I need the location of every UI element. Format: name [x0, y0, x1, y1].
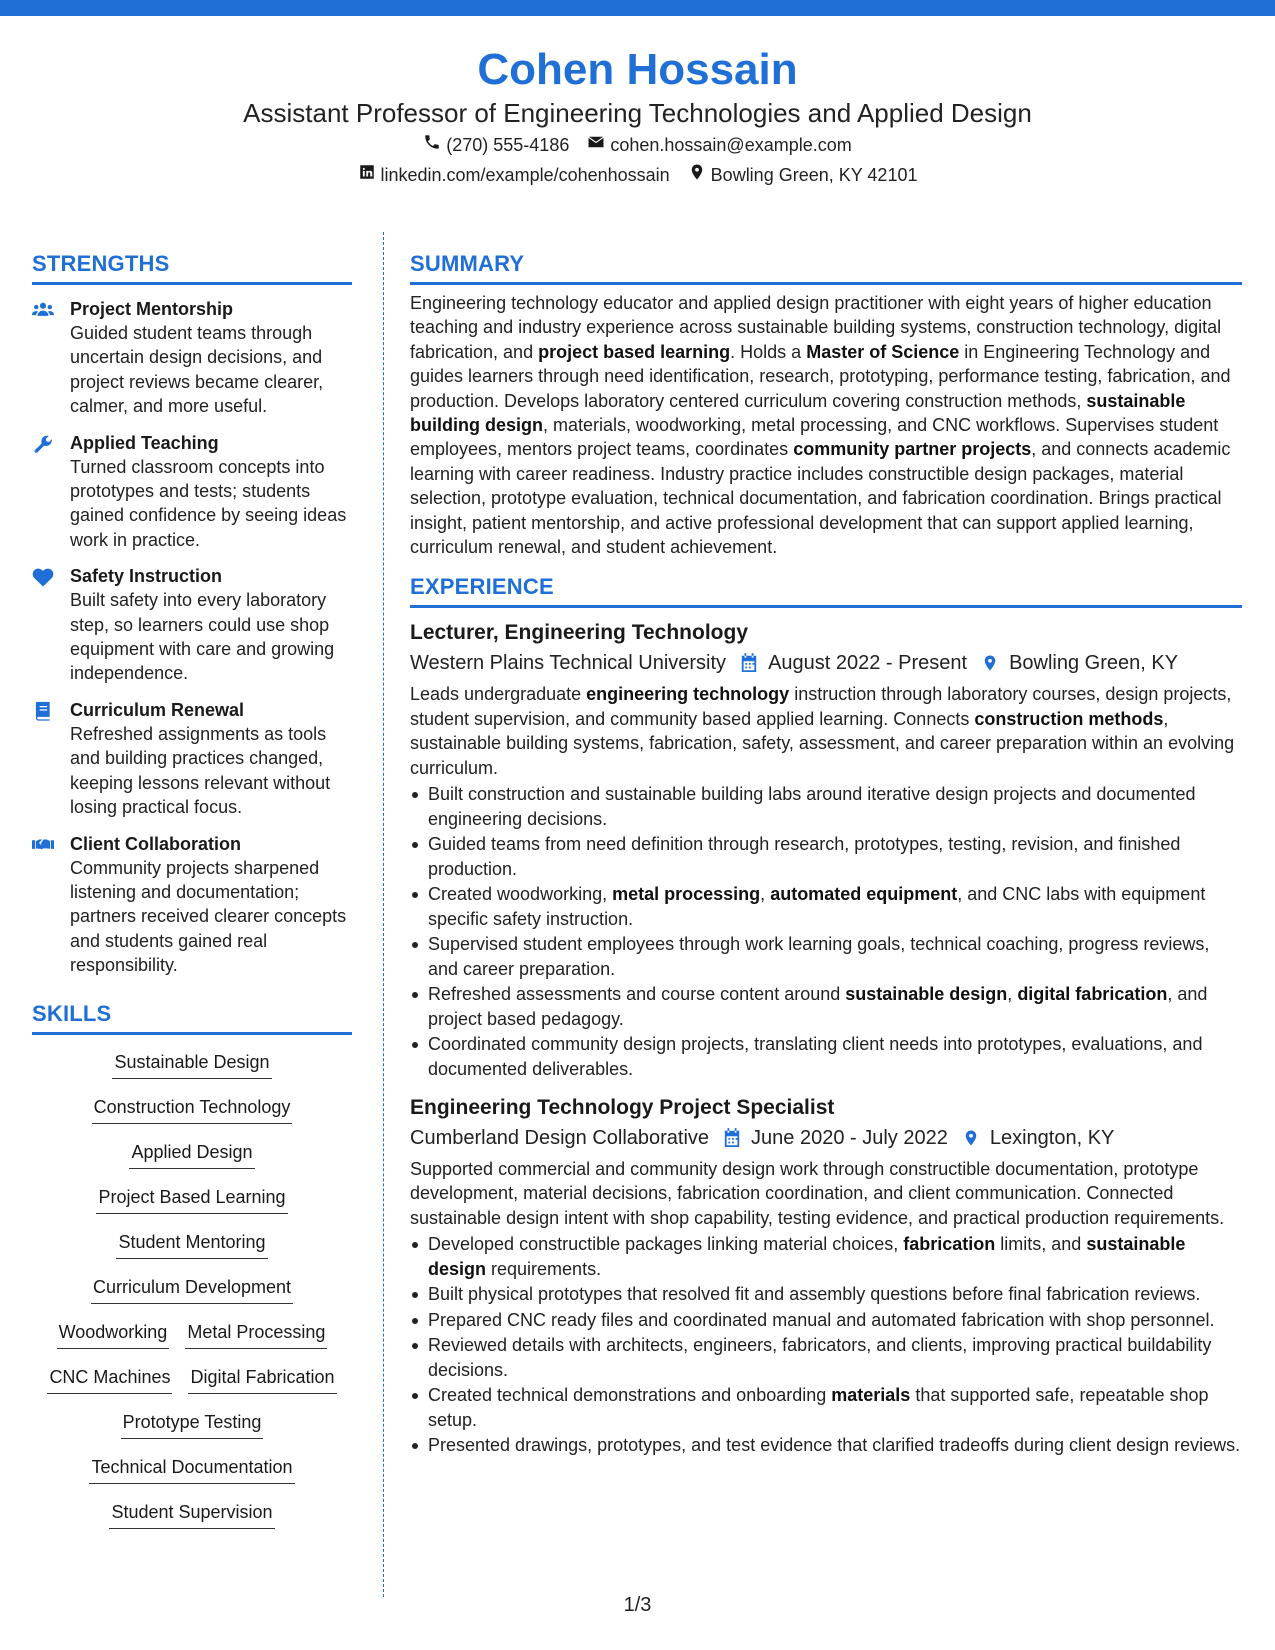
skill-row: [32, 1499, 352, 1544]
job-title: Engineering Technology Project Specialist: [410, 1095, 835, 1119]
bullet-item: [410, 1032, 1242, 1081]
bold-text: construction methods: [974, 708, 1164, 729]
resume-header: [0, 42, 1275, 190]
strength-desc: Community projects sharpened listening and documentation; partners received clearer concepts and students gained real responsibility.: [70, 857, 347, 976]
skills-heading: SKILLS: [32, 1000, 352, 1035]
contact-row-2: [0, 160, 1275, 190]
job-bullets: [410, 782, 1242, 1081]
text-run: Prepared CNC ready files and coordinated manual and automated fabrication with shop personnel.: [428, 1309, 1215, 1330]
skill-tag: Metal Processing: [185, 1319, 327, 1349]
text-run: Reviewed details with architects, engineers, fabricators, and clients, improving practical buildability decisions.: [428, 1335, 1212, 1380]
linkedin-text[interactable]: linkedin.com/example/cohenhossain: [380, 165, 670, 185]
strength-desc: Refreshed assignments as tools and building practices changed, keeping lessons relevant without losing practical focus.: [70, 723, 331, 818]
text-run: Built physical prototypes that resolved fit and assembly questions before final fabrication reviews.: [428, 1284, 1201, 1305]
email-text[interactable]: cohen.hossain@example.com: [610, 135, 852, 155]
strength-item: [32, 698, 352, 820]
text-run: Built construction and sustainable building labs around iterative design projects and documented engineering decisions.: [428, 784, 1196, 829]
text-run: ,: [760, 884, 771, 905]
strength-item: [32, 564, 352, 686]
company-name: Western Plains Technical University: [410, 652, 727, 675]
company-name: Cumberland Design Collaborative: [410, 1126, 710, 1149]
summary-heading: SUMMARY: [410, 250, 1242, 285]
bullet-item: [410, 832, 1242, 881]
skill-tag: Prototype Testing: [121, 1409, 264, 1439]
experience-heading: EXPERIENCE: [410, 573, 1242, 608]
job-title: Lecturer, Engineering Technology: [410, 621, 748, 645]
contact-row-1: [0, 130, 1275, 160]
text-run: in Engineering Technology and guides learners through need identification, research, prototyping, performance testing, fabrication, and production. Develops laboratory centered curriculum covering construction methods,: [410, 341, 1231, 411]
skill-row: [32, 1049, 352, 1094]
bullet-item: [410, 1383, 1242, 1432]
skill-tag: Construction Technology: [92, 1094, 293, 1124]
text-run: ,: [1007, 984, 1018, 1005]
experience-section: [410, 573, 1242, 1457]
skill-tag: CNC Machines: [47, 1364, 172, 1394]
skill-row: [32, 1364, 352, 1409]
bullet-item: [410, 1433, 1242, 1457]
column-divider: [383, 232, 384, 1597]
text-run: Created technical demonstrations and onboarding: [428, 1385, 832, 1406]
strength-desc: Built safety into every laboratory step, so learners could use shop equipment with care and growing independence.: [70, 590, 335, 684]
bullet-item: [410, 932, 1242, 981]
calendar-icon: [726, 653, 768, 673]
right-column: [410, 250, 1242, 1459]
text-run: Guided teams from need definition through research, prototypes, testing, revision, and finished production.: [428, 834, 1181, 879]
phone-text: (270) 555-4186: [446, 135, 570, 155]
text-run: Created woodworking,: [428, 884, 613, 905]
envelope-icon: [587, 130, 605, 160]
heart-icon: [32, 564, 70, 686]
bullet-item: [410, 882, 1242, 931]
skill-tag: Woodworking: [57, 1319, 170, 1349]
text-run: Refreshed assessments and course content around: [428, 984, 846, 1005]
email-item[interactable]: [587, 130, 851, 160]
text-run: , sustainable building systems, fabrication, safety, assessment, and career preparation within an evolving curriculum.: [410, 708, 1235, 778]
skills-list: [32, 1049, 352, 1544]
top-accent-bar: [0, 0, 1275, 16]
job-entry: [410, 618, 1242, 1080]
text-run: Supervised student employees through work learning goals, technical coaching, progress reviews, and career preparation.: [428, 934, 1210, 979]
strengths-heading: STRENGTHS: [32, 250, 352, 285]
bold-text: fabrication: [903, 1234, 996, 1255]
strength-item: [32, 431, 352, 553]
map-pin-icon: [688, 160, 706, 190]
strength-name: Applied Teaching: [70, 432, 219, 453]
bullet-item: [410, 982, 1242, 1031]
skill-row: [32, 1184, 352, 1229]
skill-tag: Applied Design: [129, 1139, 254, 1169]
text-run: Engineering technology educator and applied design practitioner with eight years of higher education teaching and industry experience across sustainable building systems, construction technology, digital fabrication, and: [410, 293, 1222, 362]
bold-text: digital fabrication: [1017, 984, 1168, 1005]
strength-desc: Guided student teams through uncertain design decisions, and project reviews became clearer, calmer, and more useful.: [70, 323, 324, 417]
strength-name: Project Mentorship: [70, 299, 234, 319]
bold-text: automated equipment: [770, 884, 958, 905]
text-run: limits, and: [995, 1234, 1087, 1255]
candidate-name: Cohen Hossain: [477, 45, 798, 94]
summary-text: [410, 291, 1242, 559]
page-number: 1/3: [623, 1594, 652, 1616]
strength-name: Client Collaboration: [70, 833, 241, 854]
job-location: Lexington, KY: [989, 1126, 1115, 1149]
handshake-icon: [32, 832, 70, 978]
job-entry: [410, 1093, 1242, 1458]
skill-tag: Student Supervision: [109, 1499, 274, 1529]
calendar-icon: [709, 1128, 751, 1148]
map-pin-icon: [948, 1128, 990, 1148]
location-item: [688, 160, 918, 190]
bold-text: engineering technology: [586, 684, 790, 705]
bold-text: project based learning: [538, 341, 731, 362]
bold-text: metal processing: [612, 884, 761, 905]
job-meta: [410, 648, 1242, 678]
job-description: [410, 682, 1242, 780]
skill-tag: Sustainable Design: [112, 1049, 271, 1079]
strength-name: Safety Instruction: [70, 566, 223, 587]
phone-item: [423, 130, 569, 160]
strength-name: Curriculum Renewal: [70, 699, 245, 720]
job-description: [410, 1157, 1242, 1230]
bold-text: sustainable design: [845, 984, 1008, 1005]
strength-desc: Turned classroom concepts into prototypes and tests; students gained confidence by seeing ideas work in practice.: [70, 456, 347, 550]
skill-tag: Curriculum Development: [91, 1274, 293, 1304]
bullet-item: [410, 1308, 1242, 1332]
linkedin-item[interactable]: [358, 160, 670, 190]
bold-text: Master of Science: [806, 341, 960, 362]
job-location: Bowling Green, KY: [1009, 652, 1179, 675]
skill-row: [32, 1274, 352, 1319]
skill-tag: Digital Fabrication: [188, 1364, 336, 1394]
skill-tag: Project Based Learning: [96, 1184, 287, 1214]
skill-row: [32, 1229, 352, 1274]
skill-tag: Student Mentoring: [116, 1229, 267, 1259]
job-dates: August 2022 - Present: [768, 652, 968, 675]
text-run: , and connects academic learning with career readiness. Industry practice includes constructible design packages, material selection, prototype evaluation, technical documentation, and fabrication coordination. Brings practical insight, patient mentorship, and active professional development that can support applied learning, curriculum renewal, and student achievement.: [410, 439, 1231, 558]
bold-text: materials: [831, 1385, 911, 1406]
text-run: , and CNC labs with equipment specific safety instruction.: [428, 884, 1206, 929]
wrench-icon: [32, 431, 70, 553]
text-run: Presented drawings, prototypes, and test evidence that clarified tradeoffs during client design reviews.: [428, 1435, 1241, 1456]
text-run: Coordinated community design projects, translating client needs into prototypes, evaluations, and documented deliverables.: [428, 1034, 1203, 1079]
skill-row: [32, 1139, 352, 1184]
bullet-item: [410, 1282, 1242, 1306]
map-pin-icon: [967, 653, 1009, 673]
skill-tag: Technical Documentation: [89, 1454, 294, 1484]
job-meta: [410, 1123, 1242, 1153]
job-dates: June 2020 - July 2022: [751, 1126, 948, 1149]
text-run: that supported safe, repeatable shop setup.: [428, 1385, 1209, 1430]
location-text: Bowling Green, KY 42101: [710, 165, 918, 185]
strength-item: [32, 297, 352, 419]
text-run: requirements.: [486, 1258, 602, 1279]
book-icon: [32, 698, 70, 820]
candidate-title: Assistant Professor of Engineering Technologies and Applied Design: [243, 98, 1032, 128]
bold-text: community partner projects: [793, 439, 1032, 460]
linkedin-icon: [358, 160, 376, 190]
users-icon: [32, 297, 70, 419]
bullet-item: [410, 1232, 1242, 1281]
bold-text: sustainable building design: [410, 390, 1186, 436]
phone-icon: [423, 130, 441, 160]
skill-row: [32, 1319, 352, 1364]
text-run: instruction through laboratory courses, design projects, student supervision, and community based applied learning. Connects: [410, 684, 1232, 729]
strength-item: [32, 832, 352, 978]
left-column: [32, 250, 352, 1544]
text-run: Supported commercial and community design work through constructible documentation, prototype development, material decisions, fabrication coordination, and client communication. Connected sustainable design intent with shop capability, testing evidence, and practical production requirements.: [410, 1158, 1225, 1228]
skill-row: [32, 1454, 352, 1499]
text-run: , materials, woodworking, metal processing, and CNC workflows. Supervises student employees, mentors project teams, coordinates: [410, 415, 1219, 460]
bullet-item: [410, 782, 1242, 831]
skill-row: [32, 1094, 352, 1139]
text-run: Leads undergraduate: [410, 684, 587, 705]
job-bullets: [410, 1232, 1242, 1458]
bullet-item: [410, 1333, 1242, 1382]
skill-row: [32, 1409, 352, 1454]
text-run: Developed constructible packages linking material choices,: [428, 1234, 904, 1255]
text-run: , and project based pedagogy.: [428, 984, 1208, 1029]
text-run: . Holds a: [730, 341, 807, 362]
bold-text: sustainable design: [428, 1234, 1186, 1279]
